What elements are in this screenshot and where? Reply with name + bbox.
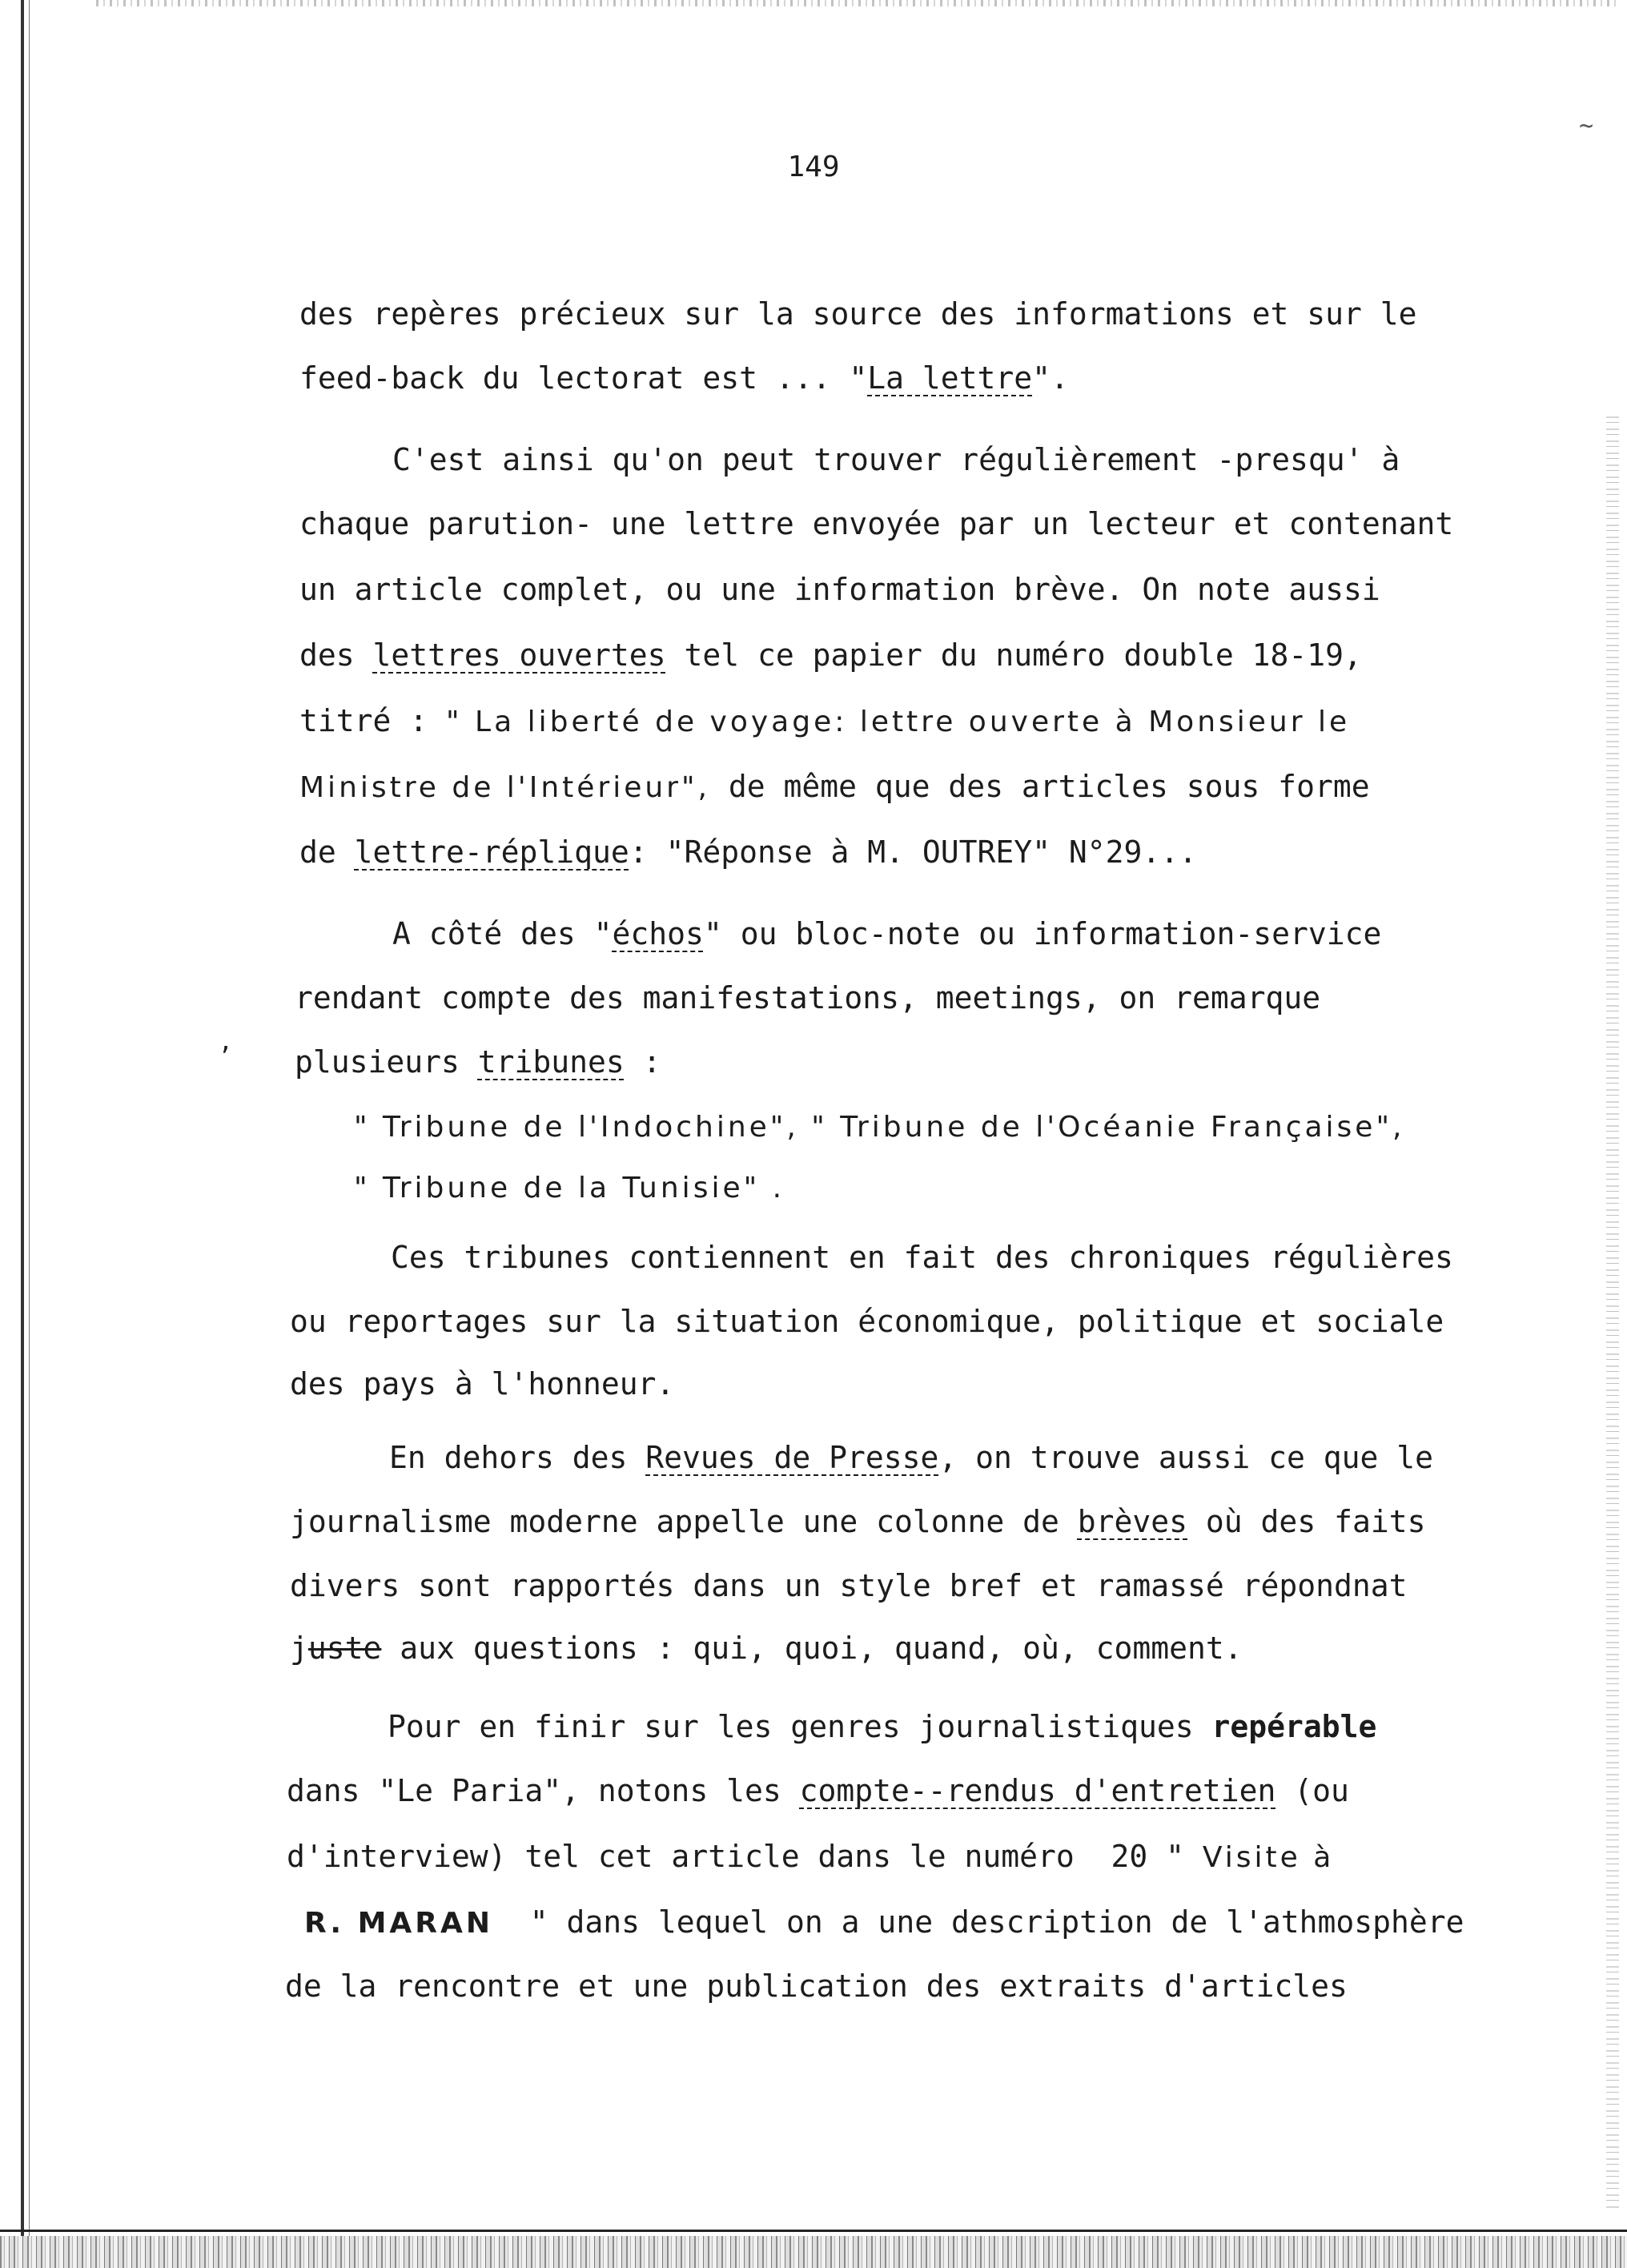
corrected-word: repérable <box>1211 1709 1377 1744</box>
text-segment: titré : <box>299 703 447 738</box>
scan-left-border <box>21 0 24 2268</box>
text-line: Ces tribunes contiennent en fait des chroniques régulières <box>391 1240 1453 1275</box>
text-segment: de <box>299 834 355 870</box>
text-segment: " dans lequel on a une description de l'athmosphère <box>493 1904 1464 1940</box>
text-segment: : "Réponse à M. OUTREY" N°29... <box>629 834 1198 870</box>
underlined-term: brèves <box>1077 1504 1188 1539</box>
text-segment: " ou bloc-note ou information-service <box>703 916 1382 951</box>
text-line: chaque parution- une lettre envoyée par un lecteur et contenant <box>299 506 1454 541</box>
text-line: " Tribune de la Tunisie" . <box>354 1172 785 1204</box>
corner-mark: ~ <box>1579 112 1594 140</box>
page-number: 149 <box>787 151 840 183</box>
text-line: C'est ainsi qu'on peut trouver régulièrement -presqu' à <box>392 442 1400 477</box>
text-line <box>299 833 1197 871</box>
text-line <box>299 359 1069 397</box>
typewriter-alt-segment: Visite à <box>1202 1841 1335 1874</box>
text-segment: journalisme moderne appelle une colonne de <box>290 1504 1078 1539</box>
text-segment: tel ce papier du numéro double 18-19, <box>665 637 1362 673</box>
text-line <box>389 1438 1433 1477</box>
text-line <box>299 702 1350 742</box>
text-segment: ". <box>1032 360 1069 396</box>
text-line: divers sont rapportés dans un style bref et ramassé répondnat <box>290 1568 1408 1603</box>
underlined-term: Revues de Presse <box>645 1440 939 1475</box>
typewriter-alt-segment: R. MARAN <box>304 1907 493 1940</box>
text-segment: de même que des articles sous forme <box>709 769 1370 804</box>
text-line: ou reportages sur la situation économique, politique et sociale <box>290 1304 1444 1339</box>
text-line <box>304 1903 1464 1943</box>
underlined-term: lettres ouvertes <box>372 637 666 673</box>
text-line <box>287 1771 1349 1810</box>
scan-left-border-thin <box>29 0 30 2268</box>
text-line <box>299 767 1370 807</box>
text-line: des repères précieux sur la source des informations et sur le <box>299 296 1417 332</box>
text-line: un article complet, ou une information brève. On note aussi <box>299 572 1380 607</box>
text-line: " Tribune de l'Indochine", " Tribune de l'Océanie Française", <box>354 1111 1405 1144</box>
text-segment: En dehors des <box>389 1440 646 1475</box>
underlined-term: compte--rendus d'entretien <box>799 1773 1276 1808</box>
scan-top-noise <box>96 0 1617 6</box>
typewriter-alt-segment: Ministre de l'Intérieur", <box>299 771 710 804</box>
scan-right-noise <box>1606 416 1619 2210</box>
text-line: des pays à l'honneur. <box>290 1366 675 1401</box>
underlined-term: échos <box>612 916 704 951</box>
text-segment: A côté des " <box>392 916 613 951</box>
text-line <box>290 1502 1425 1541</box>
text-segment: Pour en finir sur les genres journalistiques <box>388 1709 1212 1744</box>
text-segment: aux questions : qui, quoi, quand, où, comment. <box>381 1631 1243 1666</box>
underlined-term: tribunes <box>477 1044 625 1080</box>
text-line: de la rencontre et une publication des extraits d'articles <box>285 1968 1348 2004</box>
text-line <box>392 915 1381 953</box>
text-segment: : <box>624 1044 661 1080</box>
text-segment: feed-back du lectorat est ... " <box>299 360 868 396</box>
scan-bottom-noise <box>0 2236 1627 2268</box>
text-segment: dans "Le Paria", notons les <box>287 1773 800 1808</box>
scan-bottom-line <box>0 2230 1627 2232</box>
text-segment: , on trouve aussi ce que le <box>938 1440 1434 1475</box>
text-segment: (ou <box>1275 1773 1349 1808</box>
struck-text: uste <box>307 1631 382 1666</box>
underlined-term: La lettre <box>867 360 1033 396</box>
text-segment: j <box>290 1631 308 1666</box>
text-segment: d'interview) tel cet article dans le numéro 20 " <box>287 1839 1203 1874</box>
text-line <box>295 1043 661 1081</box>
text-line <box>287 1837 1334 1877</box>
text-line <box>290 1629 1243 1667</box>
margin-mark: ’ <box>218 1043 233 1071</box>
text-line <box>299 636 1362 674</box>
underlined-term: lettre-réplique <box>354 834 629 870</box>
text-line <box>388 1707 1376 1746</box>
text-line: rendant compte des manifestations, meetings, on remarque <box>295 980 1321 1015</box>
text-segment: plusieurs <box>295 1044 478 1080</box>
typewriter-alt-segment: " La liberté de voyage: lettre ouverte à Monsieur le <box>446 706 1351 738</box>
text-segment: où des faits <box>1187 1504 1426 1539</box>
text-segment: des <box>299 637 373 673</box>
